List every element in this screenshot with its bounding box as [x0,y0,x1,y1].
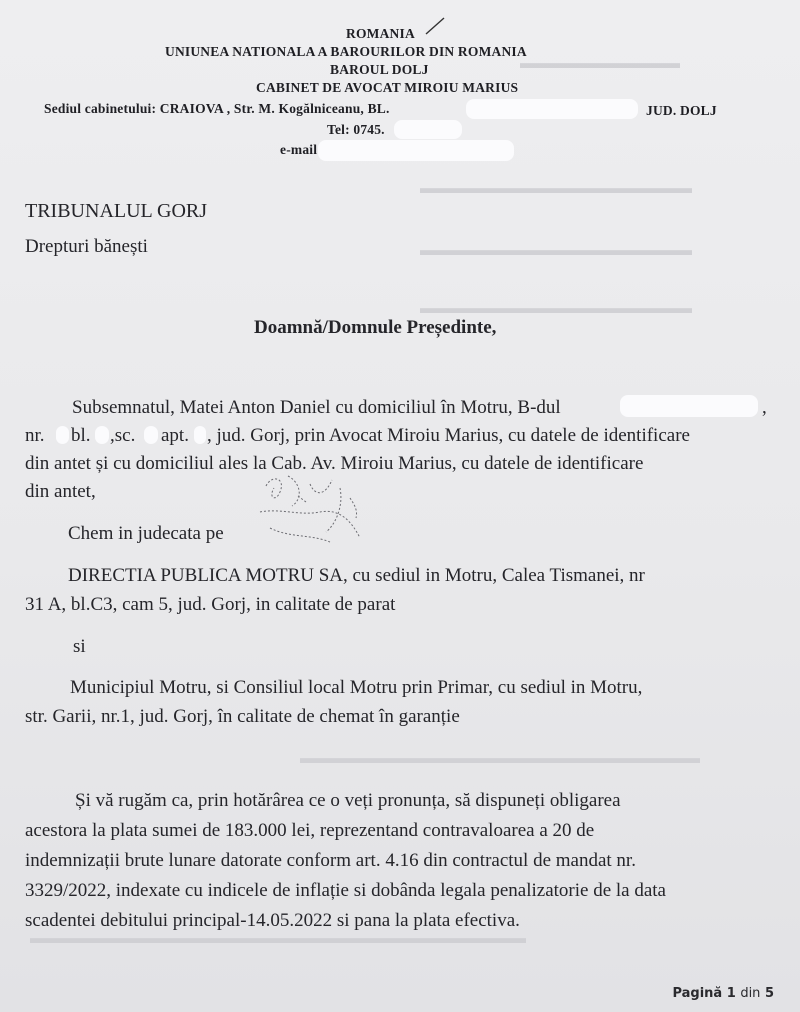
p3-line1: Municipiul Motru, si Consiliul local Motru prin Primar, cu sediul in Motru, [70,677,643,698]
court-name: TRIBUNALUL GORJ [25,200,208,222]
pen-mark [424,14,448,36]
header-email: e-mail [280,142,318,157]
header-address-start: Sediul cabinetului: CRAIOVA , Str. M. Kogălniceanu, BL. [44,101,390,116]
p1-line1: Subsemnatul, Matei Anton Daniel cu domiciliul în Motru, B-dul [72,397,561,418]
bleed-through: ▬▬▬▬▬▬▬▬▬▬▬▬▬▬▬▬▬ [420,242,692,259]
case-subject: Drepturi bănești [25,236,148,257]
p4-line1: Și vă rugăm ca, prin hotărârea ce o veți pronunța, să dispuneți obligarea [75,790,621,811]
redaction [95,426,109,444]
redaction [194,426,206,444]
bleed-through: ▬▬▬▬▬▬▬▬▬▬▬▬▬▬▬▬▬▬▬▬▬▬▬▬▬▬▬▬▬▬▬ [30,930,526,947]
bleed-through: ▬▬▬▬▬▬▬▬▬▬ [520,55,680,72]
page-current: 1 [726,986,736,1001]
p2-line1: DIRECTIA PUBLICA MOTRU SA, cu sediul in Motru, Calea Tismanei, nr [68,565,645,586]
header-country: ROMANIA [346,26,415,41]
redaction [318,140,514,161]
p1-line3: din antet și cu domiciliul ales la Cab. Av. Miroiu Marius, cu datele de identificare [25,453,644,474]
bleed-through: ▬▬▬▬▬▬▬▬▬▬▬▬▬▬▬▬▬ [420,300,692,317]
header-office: CABINET DE AVOCAT MIROIU MARIUS [256,80,519,95]
header-union: UNIUNEA NATIONALA A BAROURILOR DIN ROMANIA [165,44,527,59]
page-number [672,986,774,1001]
signature-scribble [240,468,380,550]
p4-line3: indemnizații brute lunare datorate conform art. 4.16 din contractul de mandat nr. [25,850,636,871]
p4-line4: 3329/2022, indexate cu indicele de inflație si dobânda legala penalizatorie de la data [25,880,666,901]
redaction [394,120,462,139]
chem-in-judecata: Chem in judecata pe [68,523,224,544]
p2-line2: 31 A, bl.C3, cam 5, jud. Gorj, in calitate de parat [25,594,396,615]
header-phone: Tel: 0745. [327,122,385,137]
redaction [56,426,69,444]
page-word: Pagină [672,986,723,1001]
page-of: din [740,986,761,1001]
redaction [466,99,638,119]
header-address-end: JUD. DOLJ [646,103,717,118]
p1-line2-bl: bl. [71,425,91,446]
bleed-through: ▬▬▬▬▬▬▬▬▬▬▬▬▬▬▬▬▬▬▬▬▬▬▬▬▬ [300,750,700,767]
salutation: Doamnă/Domnule Președinte, [254,317,497,338]
p1-line2-rest: , jud. Gorj, prin Avocat Miroiu Marius, cu datele de identificare [207,425,690,446]
redaction [144,426,158,444]
redaction [620,395,758,417]
conjunction-si: si [73,636,86,657]
p1-line2-nr: nr. [25,425,45,446]
p3-line2: str. Garii, nr.1, jud. Gorj, în calitate de chemat în garanție [25,706,460,727]
header-bar: BAROUL DOLJ [330,62,429,77]
p1-line2-sc: ,sc. [110,425,136,446]
p1-line4: din antet, [25,481,96,502]
p4-line2: acestora la plata sumei de 183.000 lei, reprezentand contravaloarea a 20 de [25,820,595,841]
p4-line5: scadentei debitului principal-14.05.2022 si pana la plata efectiva. [25,910,520,931]
bleed-through: ▬▬▬▬▬▬▬▬▬▬▬▬▬▬▬▬▬ [420,180,692,197]
p1-line2-apt: apt. [161,425,189,446]
p1-line1-comma: , [762,397,767,418]
page-total: 5 [764,986,774,1001]
